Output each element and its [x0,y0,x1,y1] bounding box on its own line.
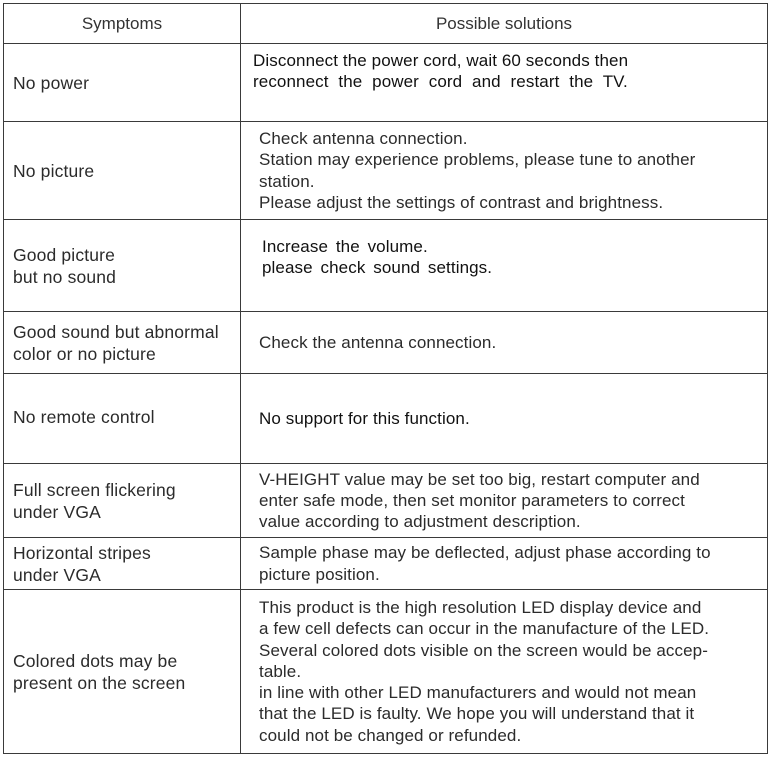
solution-cell [241,538,768,590]
solution-text: Check the antenna connection. [259,332,497,352]
symptom-text: present on the screen [13,672,186,693]
table-row [4,374,768,464]
symptom-cell [4,44,241,122]
symptom-text: No picture [13,160,95,181]
solution-text: Please adjust the settings of contrast and brightness. [259,192,664,212]
solution-text: This product is the high resolution LED display device and [259,598,702,618]
table-row [4,122,768,220]
symptom-cell [4,220,241,312]
solution-text: Disconnect the power cord, wait 60 seconds then [253,51,629,70]
solution-text: Several colored dots visible on the screen would be accep- [259,640,708,660]
solution-text: enter safe mode, then set monitor parameters to correct [259,490,685,510]
symptom-cell [4,538,241,590]
solution-text: reconnect the power cord and restart the TV. [253,72,628,92]
symptom-cell [4,122,241,220]
symptom-cell [4,464,241,538]
table-row [4,590,768,754]
solution-text: No support for this function. [259,409,470,428]
table-row [4,44,768,122]
solution-text: Station may experience problems, please tune to another [259,150,696,170]
solution-text: please check sound settings. [262,258,493,278]
symptom-cell [4,374,241,464]
solution-text: could not be changed or refunded. [259,725,522,745]
symptom-text: No power [13,72,90,93]
table-row [4,538,768,590]
symptom-text: Good picture [13,244,115,265]
solution-cell [241,312,768,374]
solution-text: in line with other LED manufacturers and would not mean [259,683,697,703]
solution-text: Check antenna connection. [259,129,468,149]
solution-text: Increase the volume. [262,237,428,256]
table-header-row [4,4,768,44]
solution-cell [241,220,768,312]
symptom-text: Good sound but abnormal [13,321,219,342]
solution-text: Sample phase may be deflected, adjust phase according to [259,543,711,563]
solution-text: picture position. [259,564,380,584]
solution-text: station. [259,171,315,191]
solution-cell [241,44,768,122]
solution-cell [241,374,768,464]
symptoms-header: Symptoms [4,4,241,44]
symptom-text: No remote control [13,407,155,427]
solutions-header: Possible solutions [241,4,768,44]
symptom-cell [4,312,241,374]
solution-text: value according to adjustment description. [259,512,581,532]
symptom-text: but no sound [13,266,116,287]
table-row [4,312,768,374]
symptom-cell [4,590,241,754]
solution-text: that the LED is faulty. We hope you will understand that it [259,704,695,724]
troubleshooting-table [3,3,768,754]
symptom-text: Full screen flickering [13,479,176,500]
solution-text: a few cell defects can occur in the manufacture of the LED. [259,619,710,639]
symptom-text: under VGA [13,501,101,522]
solution-cell [241,122,768,220]
symptom-text: color or no picture [13,343,156,364]
table-row [4,220,768,312]
solution-text: table. [259,661,302,681]
table-row [4,464,768,538]
symptom-text: Colored dots may be [13,650,178,671]
symptom-text: Horizontal stripes [13,542,151,563]
symptom-text: under VGA [13,564,101,585]
solution-cell [241,590,768,754]
solution-text: V-HEIGHT value may be set too big, restart computer and [259,469,700,489]
solution-cell [241,464,768,538]
